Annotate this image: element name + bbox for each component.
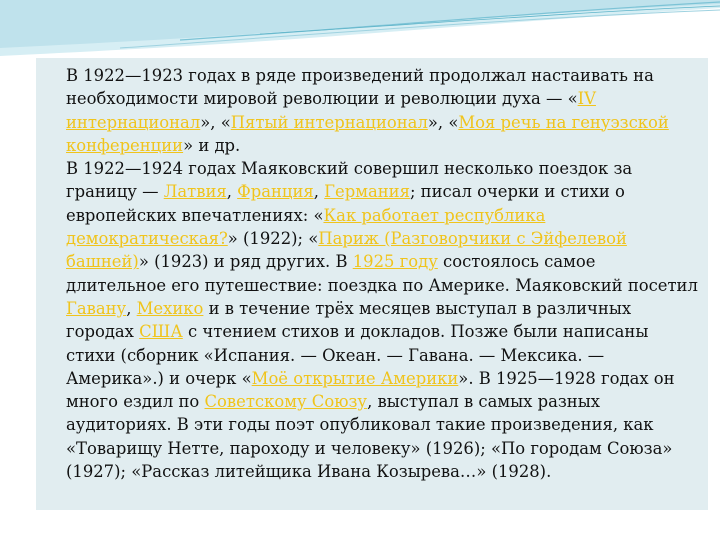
text-span: В 1922—1924 годах Маяковский совершил несколько поездок за границу — xyxy=(66,159,633,202)
link-iv-international[interactable]: IV интернационал xyxy=(66,89,596,132)
text-span: состоялось самое длительное его путешествие: поездка по Америке. Маяковский посетил xyxy=(66,252,698,295)
content-panel xyxy=(36,58,708,510)
text-span: с чтением стихов и докладов. Позже были написаны стихи (сборник «Испания. — Океан. — Гавана. — Мексика. — Америка».) и очерк « xyxy=(66,322,649,388)
text-span: » и др. xyxy=(183,135,241,155)
text-span: и в течение трёх месяцев выступал в различных городах xyxy=(66,298,632,342)
link-havana[interactable]: Гавану xyxy=(66,298,127,318)
decorative-wave-header xyxy=(0,0,720,60)
paragraph-2 xyxy=(48,157,700,483)
paragraph-1 xyxy=(48,64,700,157)
text-span: , выступал в самых разных аудиториях. В эти годы поэт опубликовал такие произведения, как «Товарищу Нетте, пароходу и человеку» (1926); «По городам Союза» (1927); «Рассказ литейщика Ивана Козырева…» (1928). xyxy=(66,392,673,482)
link-my-discovery-of-america[interactable]: Моё открытие Америки xyxy=(251,368,459,388)
link-latvia[interactable]: Латвия xyxy=(163,182,227,202)
link-genoa-conference-speech[interactable]: Моя речь на генуэзской конференции xyxy=(66,112,669,155)
link-germany[interactable]: Германия xyxy=(324,182,410,202)
text-span: ; писал очерки и стихи о европейских впечатлениях: « xyxy=(66,182,625,225)
link-democratic-republic[interactable]: Как работает республика демократическая? xyxy=(66,205,546,249)
text-span: » (1923) и ряд других. В xyxy=(138,252,353,272)
link-france[interactable]: Франция xyxy=(237,182,314,202)
text-span: , xyxy=(313,182,325,202)
text-span: , xyxy=(126,298,137,318)
link-usa[interactable]: США xyxy=(139,322,183,342)
link-soviet-union[interactable]: Советскому Союзу xyxy=(204,392,368,412)
text-span: », « xyxy=(427,112,459,132)
text-span: ». В 1925—1928 годах он много ездил по xyxy=(66,368,675,412)
text-span: » (1922); « xyxy=(227,229,319,249)
link-mexico-city[interactable]: Мехико xyxy=(136,298,204,318)
link-fifth-international[interactable]: Пятый интернационал xyxy=(230,112,428,132)
text-span: », « xyxy=(200,112,231,132)
text-span: В 1922—1923 годах в ряде произведений продолжал настаивать на необходимости мировой революции и революции духа — « xyxy=(66,66,654,109)
link-paris-eiffel[interactable]: Париж (Разговорчики с Эйфелевой башней) xyxy=(66,229,627,272)
link-1925-year[interactable]: 1925 году xyxy=(352,252,438,272)
text-span: , xyxy=(226,182,238,202)
